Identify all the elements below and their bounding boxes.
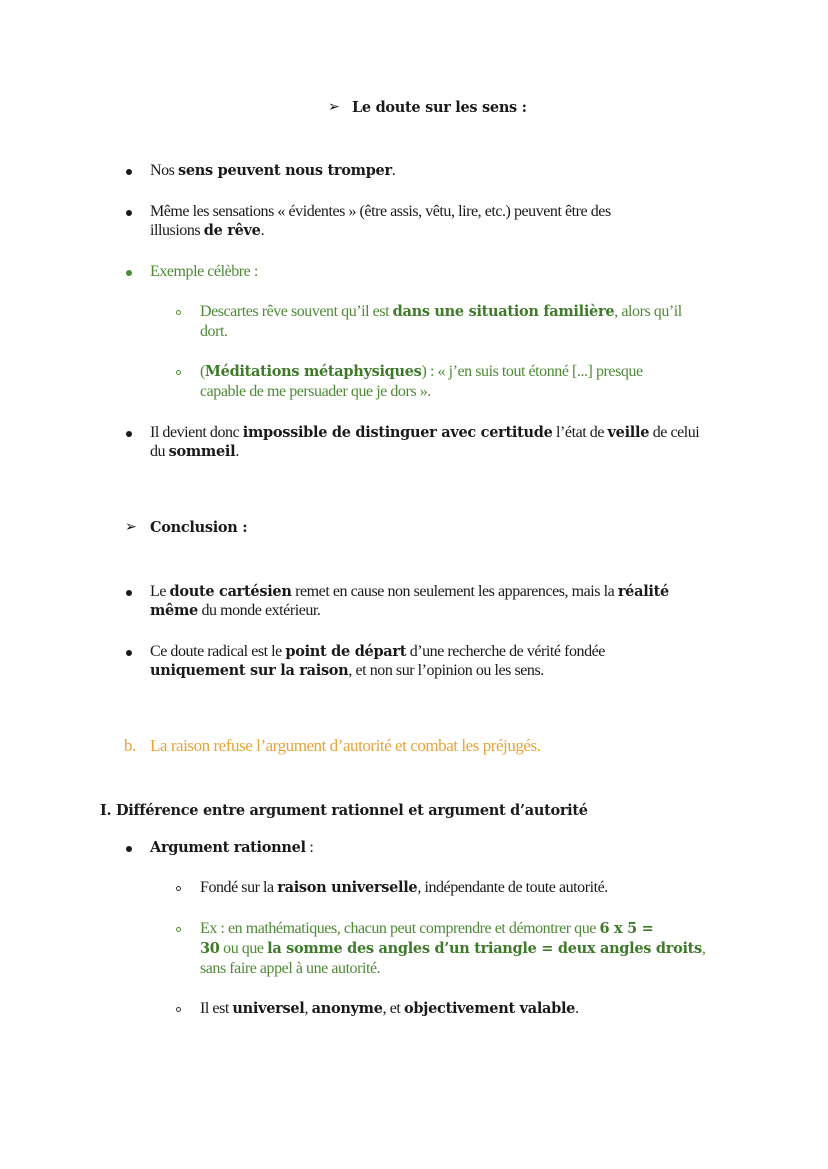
sub-bullet-raison-universelle: Fondé sur la raison universelle, indépendante de toute autorité.: [200, 879, 608, 896]
bullet-dot-icon: [126, 169, 132, 175]
sub-bullet-maths-l1: Ex : en mathématiques, chacun peut comprendre et démontrer que 6 x 5 =: [200, 920, 654, 937]
sub-bullet-circle-icon: [176, 927, 181, 932]
subheading-b-text: La raison refuse l’argument d’autorité et combat les préjugés.: [150, 736, 541, 755]
bullet-text-doute-radical-l2: uniquement sur la raison, et non sur l’opinion ou les sens.: [150, 662, 544, 679]
bullet-dot-icon: [126, 650, 132, 656]
section-title-difference: I. Différence entre argument rationnel et argument d’autorité: [100, 802, 588, 819]
sub-bullet-circle-icon: [176, 310, 181, 315]
bullet-text-sensations-l2: illusions de rêve.: [150, 222, 265, 239]
bullet-text-distinguer-l2: du sommeil.: [150, 443, 239, 460]
sub-bullet-maths-l2: 30 ou que la somme des angles d’un triangle = deux angles droits,: [200, 940, 706, 957]
bullet-text-argument-rationnel: Argument rationnel :: [150, 839, 314, 856]
sub-bullet-universel: Il est universel, anonyme, et objectivement valable.: [200, 1000, 579, 1017]
sub-bullet-circle-icon: [176, 370, 181, 375]
sub-bullet-descartes-l2: dort.: [200, 323, 228, 340]
bullet-text-doute-cartesien-l1: Le doute cartésien remet en cause non seulement les apparences, mais la réalité: [150, 583, 669, 600]
bullet-text-doute-radical-l1: Ce doute radical est le point de départ d’une recherche de vérité fondée: [150, 643, 605, 660]
sub-bullet-circle-icon: [176, 886, 181, 891]
bullet-text-distinguer-l1: Il devient donc impossible de distinguer avec certitude l’état de veille de celui: [150, 424, 700, 441]
bullet-text-sens-tromper: Nos sens peuvent nous tromper.: [150, 162, 396, 179]
sub-bullet-maths-l3: sans faire appel à une autorité.: [200, 960, 381, 977]
bullet-dot-icon: [126, 210, 132, 216]
section-title-doute-sens: Le doute sur les sens :: [352, 99, 527, 116]
bullet-dot-icon: [126, 846, 132, 852]
bullet-dot-icon: [126, 270, 132, 276]
bullet-text-exemple: Exemple célèbre :: [150, 263, 258, 280]
bullet-text-doute-cartesien-l2: même du monde extérieur.: [150, 602, 321, 619]
sub-bullet-circle-icon: [176, 1007, 181, 1012]
sub-bullet-meditations-l1: (Méditations métaphysiques) : « j’en suis tout étonné [...] presque: [200, 363, 643, 380]
bullet-dot-icon: [126, 431, 132, 437]
sub-bullet-meditations-l2: capable de me persuader que je dors ».: [200, 383, 431, 400]
bullet-dot-icon: [126, 590, 132, 596]
section-title-conclusion: Conclusion :: [150, 519, 248, 536]
sub-bullet-descartes-l1: Descartes rêve souvent qu’il est dans une situation familière, alors qu’il: [200, 303, 682, 320]
arrow-bullet-icon: ➢: [328, 99, 340, 115]
arrow-bullet-icon: ➢: [125, 519, 137, 535]
subheading-b-marker: b.: [124, 736, 136, 755]
bullet-text-sensations-l1: Même les sensations « évidentes » (être assis, vêtu, lire, etc.) peuvent être des: [150, 203, 611, 220]
